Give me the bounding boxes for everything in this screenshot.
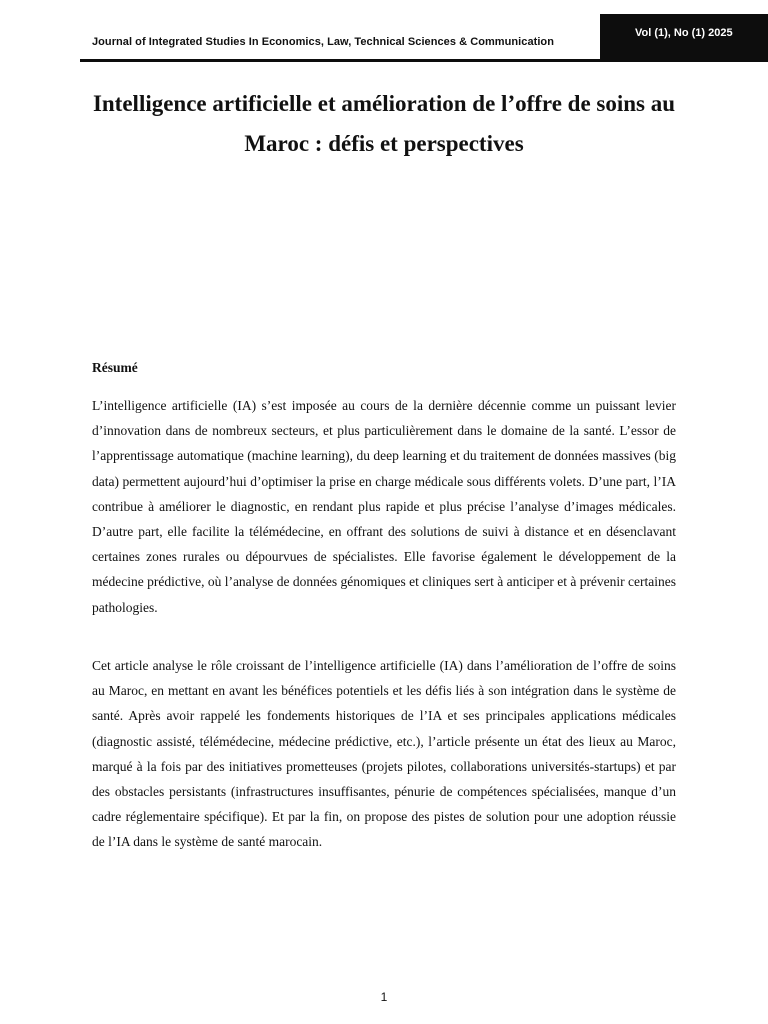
volume-label: Vol (1), No (1) 2025 bbox=[635, 27, 733, 39]
header-divider bbox=[80, 59, 768, 62]
page-number: 1 bbox=[380, 990, 388, 1004]
journal-name: Journal of Integrated Studies In Economics, Law, Technical Sciences & Communication bbox=[92, 36, 554, 48]
abstract-heading: Résumé bbox=[92, 360, 138, 375]
abstract-paragraph-2: Cet article analyse le rôle croissant de l’intelligence artificielle (IA) dans l’amélioration de l’offre de soins au Maroc, en mettant en avant les bénéfices potentiels et les défis liés à son intégration dans le système de santé. Après avoir rappelé les fondements historiques de l’IA et ses principales applications médicales (diagnostic assisté, télémédecine, médecine prédictive, etc.), l’article présente un état des lieux au Maroc, marqué à la fois par des initiatives prometteuses (projets pilotes, collaborations universités-startups) et par des obstacles persistants (infrastructures insuffisantes, pénurie de compétences spécialisées, manque d’un cadre réglementaire spécifique). Et par la fin, on propose des pistes de solution pour une adoption réussie de l’IA dans le système de santé marocain. bbox=[92, 658, 676, 850]
volume-badge bbox=[600, 14, 768, 60]
abstract-paragraph-1: L’intelligence artificielle (IA) s’est imposée au cours de la dernière décennie comme un puissant levier d’innovation dans de nombreux secteurs, et plus particulièrement dans le domaine de la santé. L’essor de l’apprentissage automatique (machine learning), du deep learning et du traitement de données massives (big data) permettent aujourd’hui d’optimiser la prise en charge médicale sous différents volets. D’une part, l’IA contribue à améliorer le diagnostic, en rendant plus rapide et plus précise l’analyse d’images médicales. D’autre part, elle facilite la télémédecine, en offrant des solutions de suivi à distance et en désenclavant certaines zones rurales ou dépourvues de spécialistes. Elle favorise également le développement de la médecine prédictive, où l’analyse de données génomiques et cliniques sert à anticiper et à prévenir certaines pathologies. bbox=[92, 398, 677, 615]
article-title: Intelligence artificielle et amélioration de l’offre de soins au Maroc : défis et perspectives bbox=[92, 91, 676, 156]
